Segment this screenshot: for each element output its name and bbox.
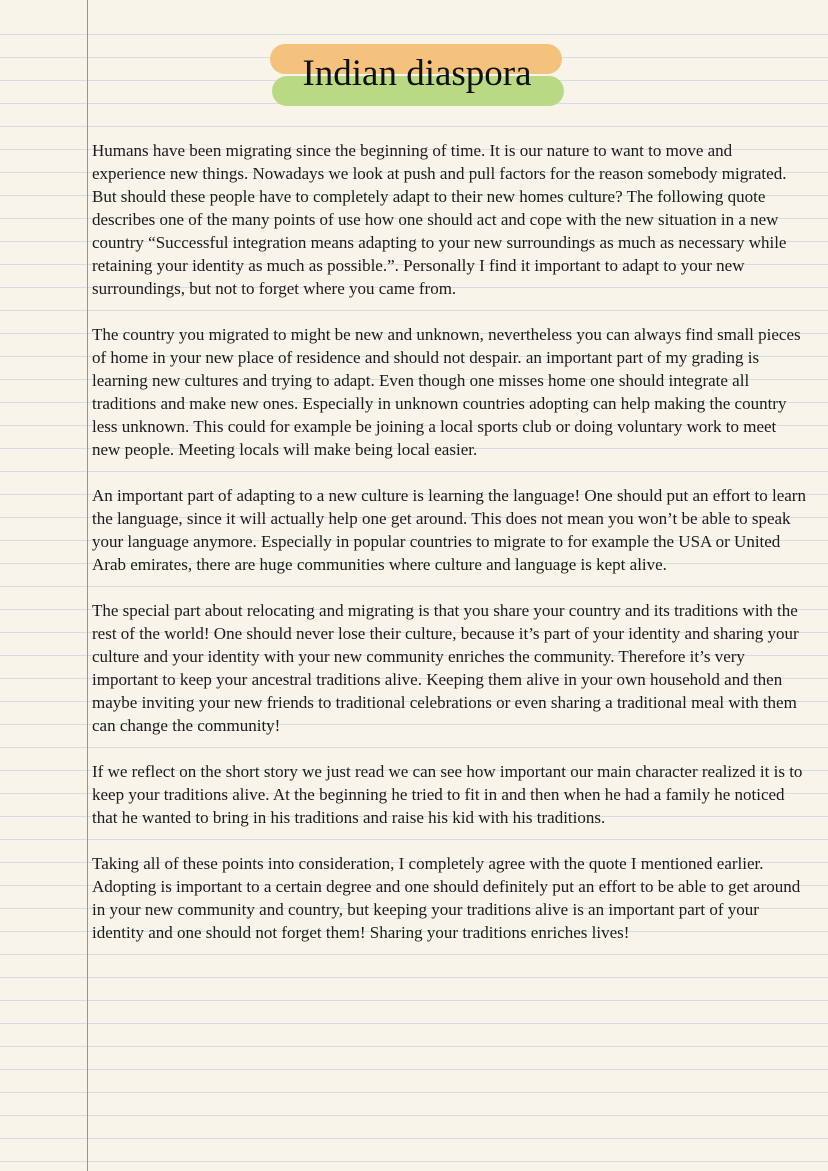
paragraph-short-story: If we reflect on the short story we just read we can see how important our main character realized it is to keep your traditions alive. At the beginning he tried to fit in and then when he had a family he noticed that he wanted to bring in his traditions and raise his kid with his traditions. (92, 762, 803, 827)
paragraph-sharing-culture: The special part about relocating and migrating is that you share your country and its traditions with the rest of the world! One should never lose their culture, because it’s part of your identity and sharing your culture and your identity with your new community enriches the community. Therefore it’s very important to keep your ancestral traditions alive. Keeping them alive in your own household and then maybe inviting your new friends to traditional celebrations or even sharing a traditional meal with them can change the community! (92, 601, 799, 735)
page-title: Indian diaspora (302, 53, 532, 94)
paragraph-conclusion: Taking all of these points into consideration, I completely agree with the quote I mentioned earlier. Adopting is important to a certain degree and one should definitely put an effort to be able to get around in your new community and country, but keeping your traditions alive is an important part of your identity and one should not forget them! Sharing your traditions enriches lives! (92, 854, 801, 942)
title-highlight (270, 44, 564, 106)
paragraph-language: An important part of adapting to a new culture is learning the language! One should put an effort to learn the language, since it will actually help one get around. This does not mean you won’t be able to speak your language anymore. Especially in popular countries to migrate to for example the USA or United Arab emirates, there are huge communities where culture and language is kept alive. (92, 486, 806, 574)
paragraph-new-country: The country you migrated to might be new and unknown, nevertheless you can always find small pieces of home in your new place of residence and should not despair. an important part of my grading is learning new cultures and trying to adapt. Even though one misses home one should integrate all traditions and make new ones. Especially in unknown countries adopting can help making the country less unknown. This could for example be joining a local sports club or doing voluntary work to meet new people. Meeting locals will make being local easier. (92, 325, 801, 459)
essay-body (92, 139, 808, 967)
margin-line (87, 0, 88, 1171)
paragraph-intro: Humans have been migrating since the beginning of time. It is our nature to want to move and experience new things. Nowadays we look at push and pull factors for the reason somebody migrated. But should these people have to completely adapt to their new homes culture? The following quote describes one of the many points of use how one should act and cope with the new situation in a new country “Successful integration means adapting to your new surroundings as much as necessary while retaining your identity as much as possible.”. Personally I find it important to adapt to your new surroundings, but not to forget where you came from. (92, 141, 787, 298)
